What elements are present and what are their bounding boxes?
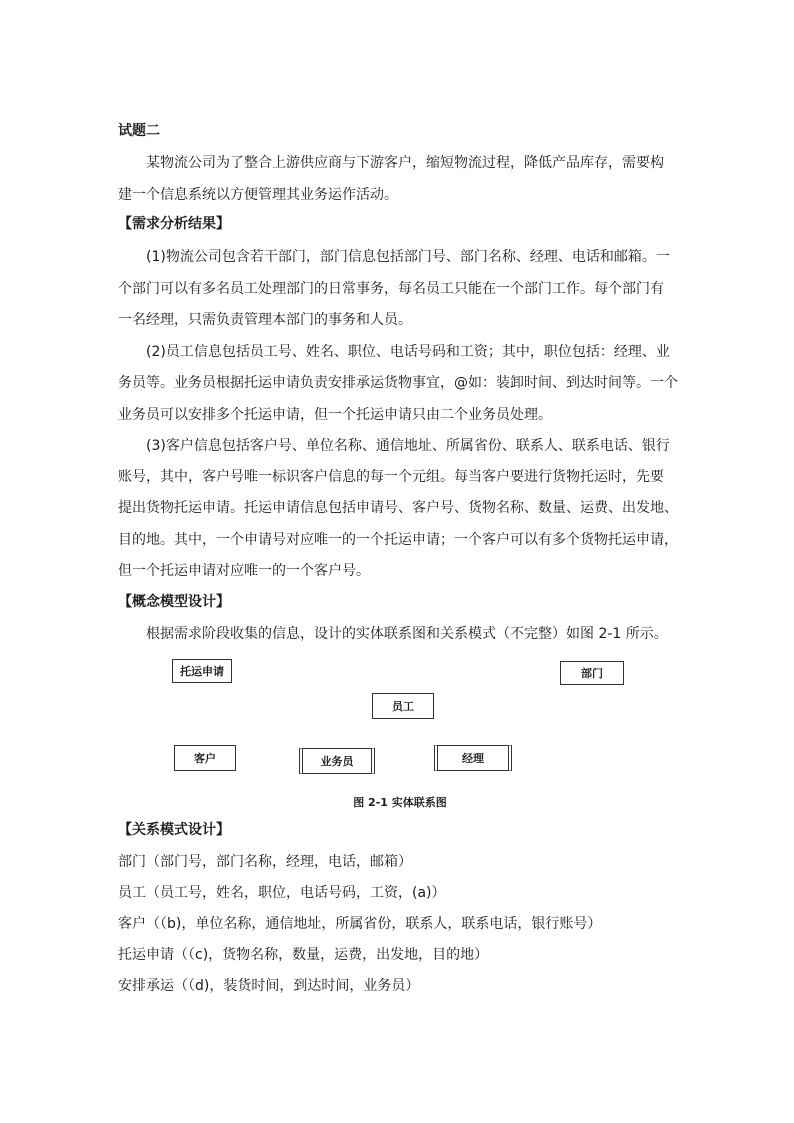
relation-arrange-shipping: 安排承运（（d)，装货时间，到达时间，业务员）	[118, 978, 420, 994]
req2-line-1: (2)员工信息包括员工号、姓名、职位、电话号码和工资；其中，职位包括：经理、业	[146, 344, 670, 360]
conceptual-text: 根据需求阶段收集的信息，设计的实体联系图和关系模式（不完整）如图 2-1 所示。	[146, 626, 668, 642]
entity-customer: 客户	[174, 745, 236, 771]
req3-line-5: 但一个托运申请对应唯一的一个客户号。	[118, 563, 370, 579]
entity-salesman: 业务员	[299, 748, 375, 774]
intro-line-2: 建一个信息系统以方便管理其业务运作活动。	[118, 187, 398, 203]
req2-line-2: 务员等。业务员根据托运申请负责安排承运货物事宜，@如：装卸时间、到达时间等。一个	[118, 375, 678, 391]
req1-line-3: 一名经理，只需负责管理本部门的事务和人员。	[118, 312, 412, 328]
section-requirements-heading: 【需求分析结果】	[118, 216, 230, 232]
relation-customer: 客户（（b)，单位名称，通信地址，所属省份，联系人，联系电话，银行账号）	[118, 916, 602, 932]
req3-line-2: 账号，其中，客户号唯一标识客户信息的每一个元组。每当客户要进行货物托运时，先要	[118, 469, 664, 485]
req1-line-1: (1)物流公司包含若干部门，部门信息包括部门号、部门名称、经理、电话和邮箱。一	[146, 249, 670, 265]
er-diagram	[150, 648, 650, 818]
exam-title: 试题二	[118, 123, 160, 139]
entity-manager: 经理	[434, 745, 512, 771]
section-relational-heading: 【关系模式设计】	[118, 822, 230, 838]
req3-line-1: (3)客户信息包括客户号、单位名称、通信地址、所属省份、联系人、联系电话、银行	[146, 438, 670, 454]
req2-line-3: 业务员可以安排多个托运申请，但一个托运申请只由二个业务员处理。	[118, 407, 552, 423]
intro-line-1: 某物流公司为了整合上游供应商与下游客户，缩短物流过程，降低产品库存，需要构	[146, 155, 664, 171]
req1-line-2: 个部门可以有多名员工处理部门的日常事务，每名员工只能在一个部门工作。每个部门有	[118, 281, 664, 297]
req3-line-4: 目的地。其中，一个申请号对应唯一的一个托运申请；一个客户可以有多个货物托运申请，	[118, 532, 678, 548]
relation-consign-request: 托运申请（（c)，货物名称，数量，运费，出发地，目的地）	[118, 947, 489, 963]
relation-employee: 员工（员工号，姓名，职位，电话号码，工资，(a)）	[118, 885, 446, 901]
entity-consign-request: 托运申请	[172, 659, 232, 683]
figure-caption: 图 2-1 实体联系图	[353, 796, 447, 809]
relation-department: 部门（部门号，部门名称，经理，电话，邮箱）	[118, 854, 412, 870]
entity-employee: 员工	[372, 693, 434, 719]
req3-line-3: 提出货物托运申请。托运申请信息包括申请号、客户号、货物名称、数量、运费、出发地、	[118, 500, 678, 516]
entity-department: 部门	[560, 661, 624, 685]
section-conceptual-heading: 【概念模型设计】	[118, 594, 230, 610]
